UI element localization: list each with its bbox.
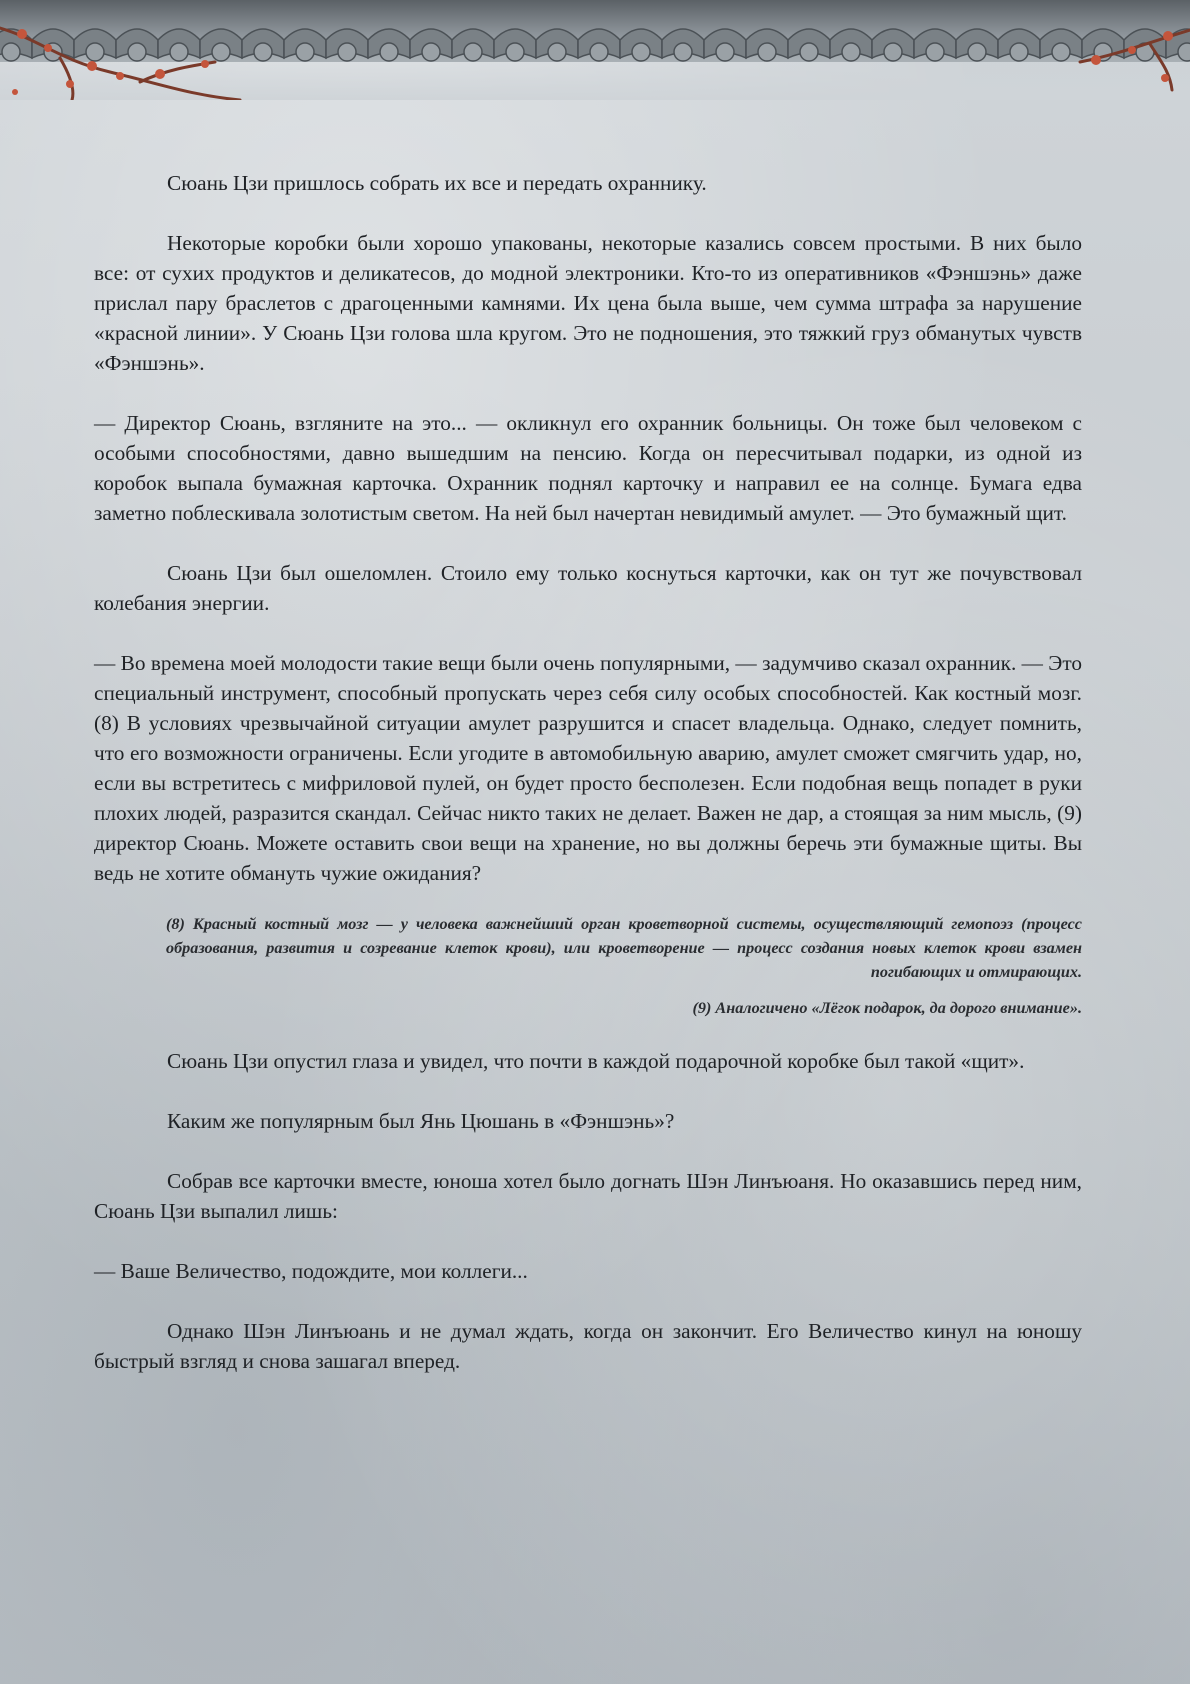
roof-tile-end-disc — [422, 43, 440, 61]
footnote-8: (8) Красный костный мозг — у человека важнейший орган кроветворной системы, осуществляющий гемопоэз (процесс образования, развития и созревание клеток крови), или кроветворение — процесс создания новых клеток крови взамен погибающих и отмирающих. — [166, 915, 1082, 981]
paragraph-4: Сюань Цзи был ошеломлен. Стоило ему только коснуться карточки, как он тут же почувствовал колебания энергии. — [94, 561, 1082, 615]
roof-tile-end-disc — [590, 43, 608, 61]
roof-tile-end-disc — [842, 43, 860, 61]
paragraph-9: — Ваше Величество, подождите, мои коллеги... — [94, 1259, 528, 1283]
roof-tile-end-disc — [380, 43, 398, 61]
roof-tile-end-disc — [170, 43, 188, 61]
paragraph-10: Однако Шэн Линъюань и не думал ждать, когда он закончит. Его Величество кинул на юношу быстрый взгляд и снова зашагал вперед. — [94, 1319, 1082, 1373]
roof-tile-end-disc — [1178, 43, 1190, 61]
footnote-9: (9) Аналогичено «Лёгок подарок, да дорого внимание». — [692, 999, 1082, 1017]
roof-tile-end-disc — [2, 43, 20, 61]
roof-tile-end-disc — [1052, 43, 1070, 61]
roof-tile-end-disc — [674, 43, 692, 61]
roof-tile-end-disc — [926, 43, 944, 61]
roof-tiles-decoration — [0, 0, 1190, 100]
roof-tile-end-disc — [758, 43, 776, 61]
roof-tile-end-disc — [506, 43, 524, 61]
roof-tile-end-disc — [1010, 43, 1028, 61]
roof-tile-end-disc — [254, 43, 272, 61]
roof-tile-end-disc — [86, 43, 104, 61]
roof-tile-end-disc — [338, 43, 356, 61]
roof-tile-end-disc — [884, 43, 902, 61]
paragraph-2: Некоторые коробки были хорошо упакованы, некоторые казались совсем простыми. В них было все: от сухих продуктов и деликатесов, до модной электроники. Кто-то из оперативников «Фэншэнь» даже прислал пару браслетов с драгоценными камнями. Их цена была выше, чем сумма штрафа за нарушение «красной линии». У Сюань Цзи голова шла кругом. Это не подношения, это тяжкий груз обманутых чувств «Фэншэнь». — [94, 231, 1082, 375]
roof-tile-end-disc — [548, 43, 566, 61]
paragraph-7: Каким же популярным был Янь Цюшань в «Фэншэнь»? — [167, 1109, 675, 1133]
roof-tile-end-disc — [212, 43, 230, 61]
roof-tile-end-disc — [800, 43, 818, 61]
roof-tile-end-disc — [968, 43, 986, 61]
roof-tile-end-disc — [716, 43, 734, 61]
paragraph-1: Сюань Цзи пришлось собрать их все и передать охраннику. — [167, 171, 707, 195]
roof-tile-row — [0, 29, 1190, 61]
page-text-column — [94, 168, 1082, 1406]
roof-tile-end-disc — [296, 43, 314, 61]
roof-tile-end-disc — [632, 43, 650, 61]
paragraph-8: Собрав все карточки вместе, юноша хотел было догнать Шэн Линъюаня. Но оказавшись перед ним, Сюань Цзи выпалил лишь: — [94, 1169, 1082, 1223]
roof-tile-end-disc — [464, 43, 482, 61]
paragraph-5: — Во времена моей молодости такие вещи были очень популярными, — задумчиво сказал охранник. — Это специальный инструмент, способный пропускать через себя силу особых способностей. Как костный мозг. (8) В условиях чрезвычайной ситуации амулет разрушится и спасет владельца. Однако, следует помнить, что его возможности ограничены. Если угодите в автомобильную аварию, амулет сможет смягчить удар, но, если вы встретитесь с мифриловой пулей, он будет просто бесполезен. Если подобная вещь попадет в руки плохих людей, разразится скандал. Сейчас никто таких не делает. Важен не дар, а стоящая за ним мысль, (9) директор Сюань. Можете оставить свои вещи на хранение, но вы должны беречь эти бумажные щиты. Вы ведь не хотите обмануть чужие ожидания? — [94, 651, 1082, 885]
footnotes — [166, 912, 1082, 1020]
paragraph-6: Сюань Цзи опустил глаза и увидел, что почти в каждой подарочной коробке был такой «щит». — [167, 1049, 1025, 1073]
paragraph-3: — Директор Сюань, взгляните на это... — окликнул его охранник больницы. Он тоже был человеком с особыми способностями, давно вышедшим на пенсию. Когда он пересчитывал подарки, из одной из коробок выпала бумажная карточка. Охранник поднял карточку и направил ее на солнце. Бумага едва заметно поблескивала золотистым светом. На ней был начертан невидимый амулет. — Это бумажный щит. — [94, 411, 1082, 525]
roof-tile-end-disc — [128, 43, 146, 61]
